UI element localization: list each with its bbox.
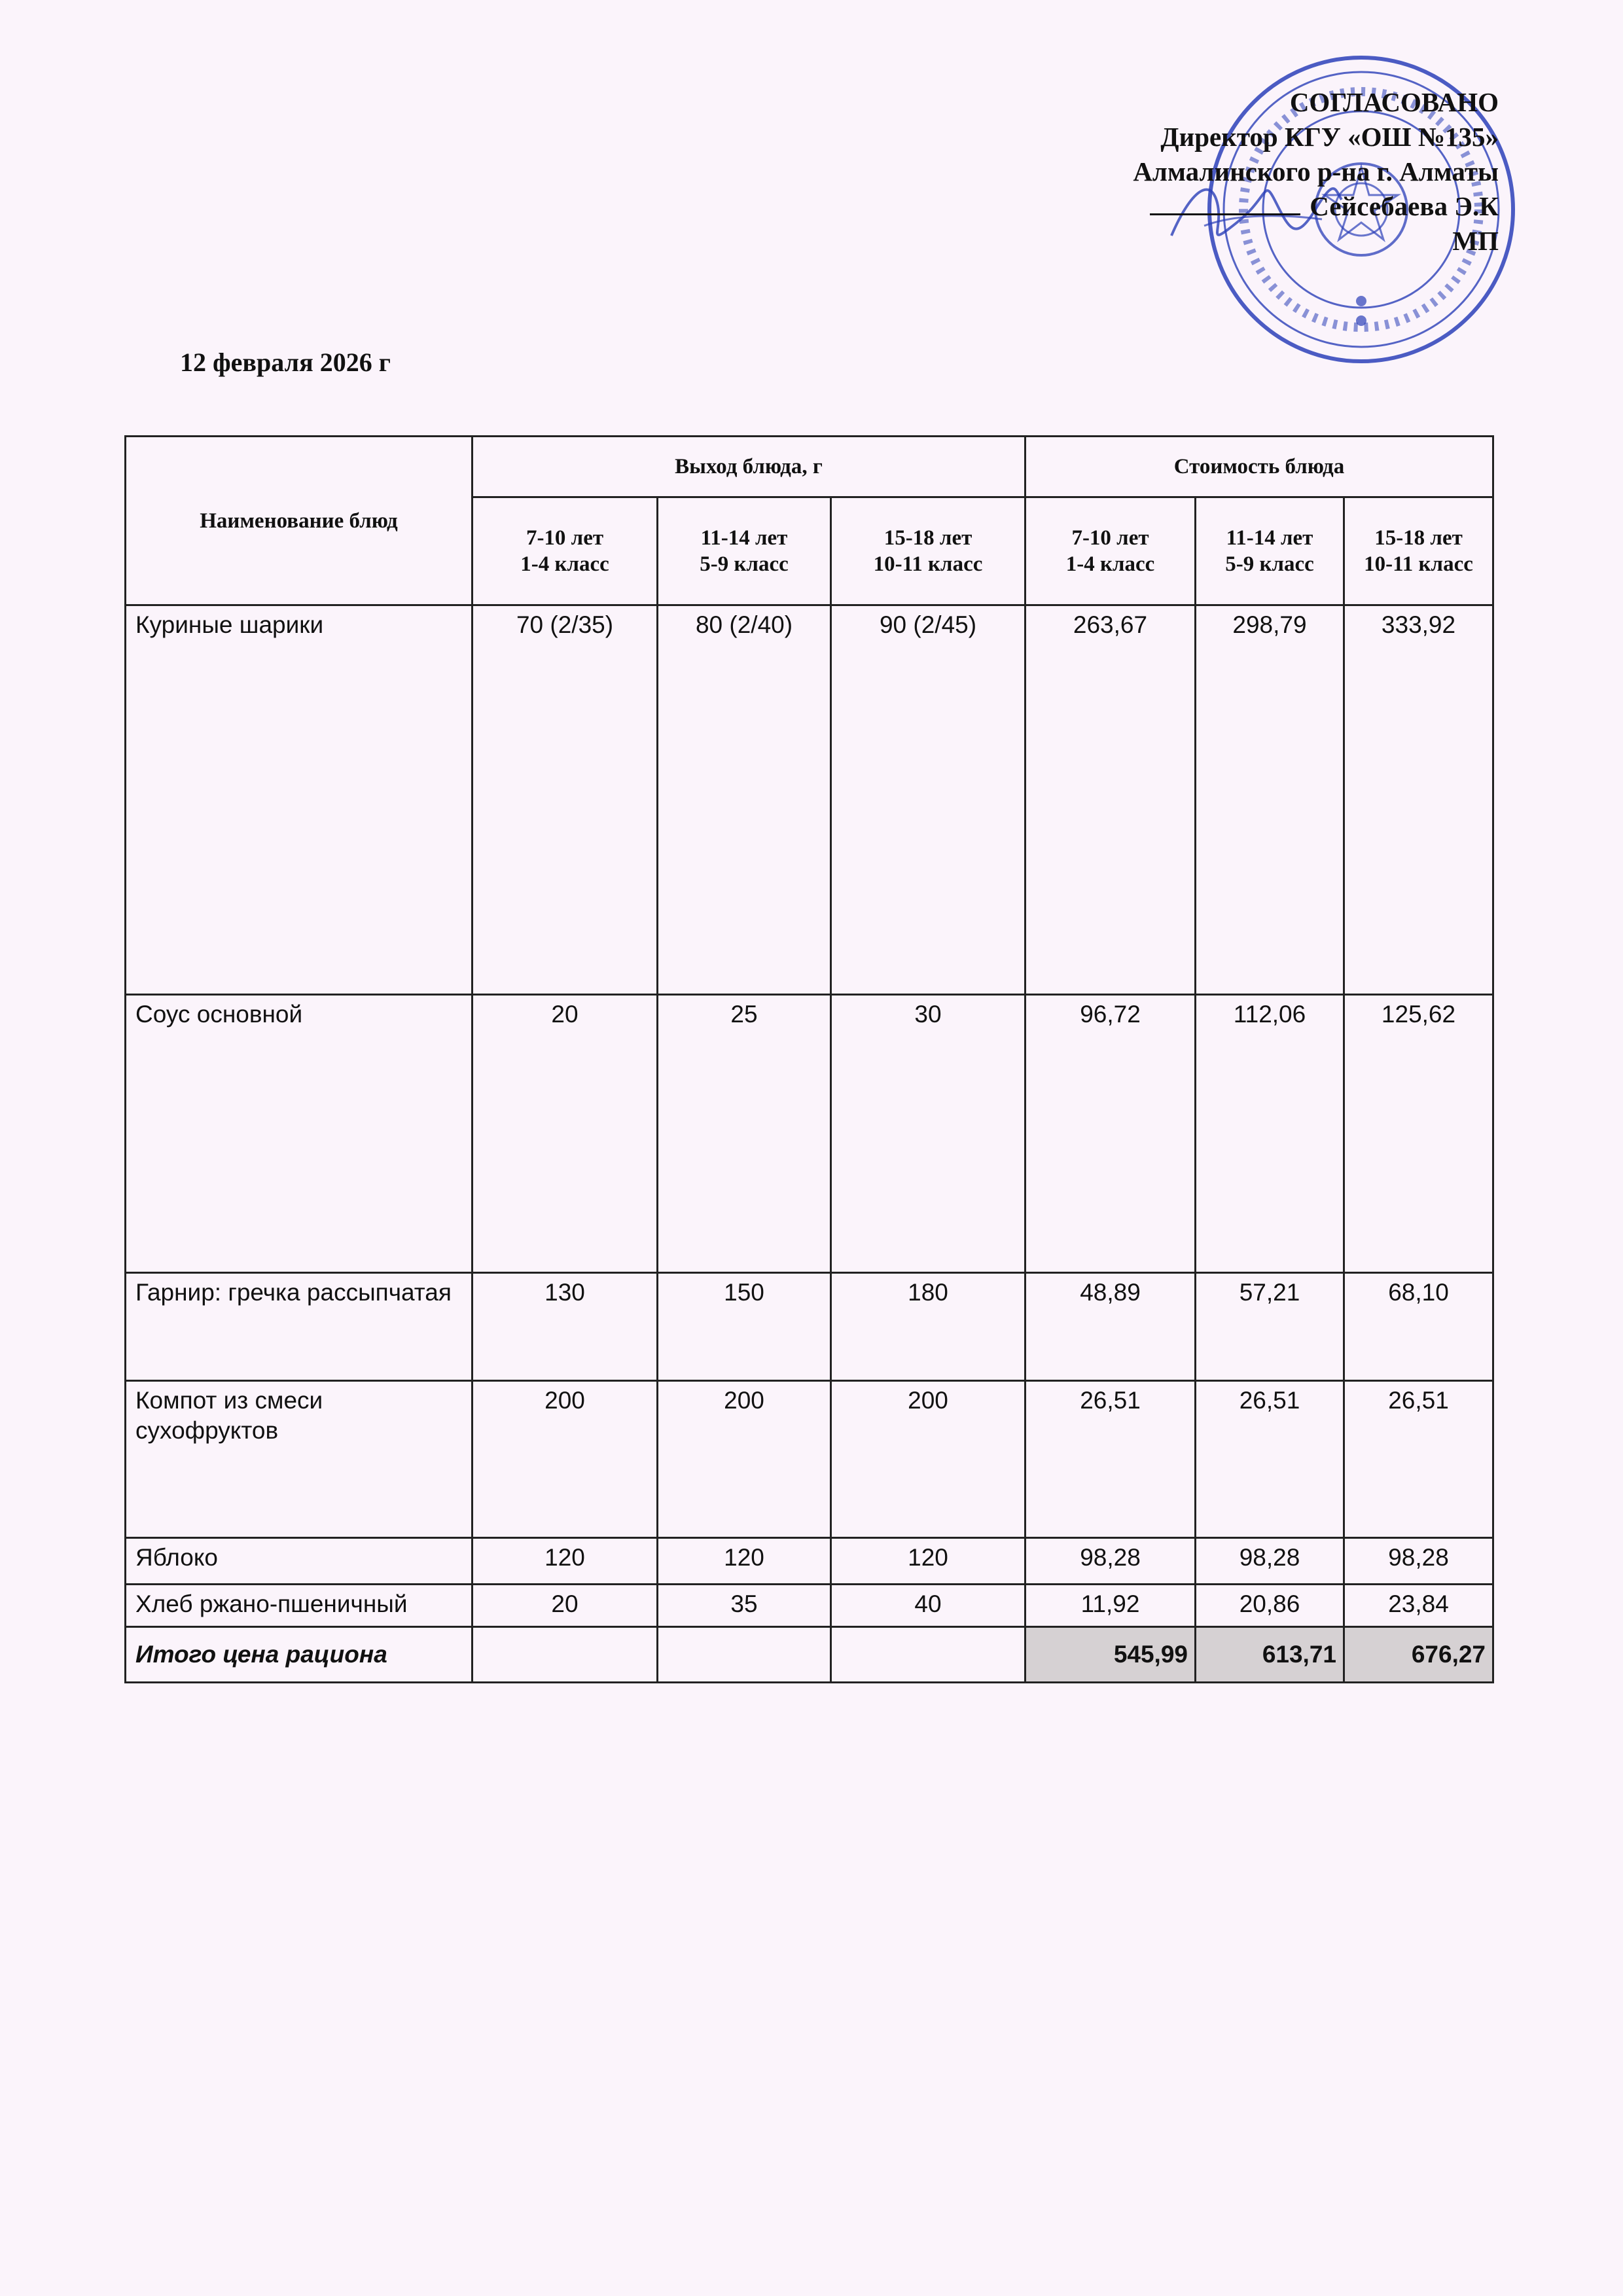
- cost-cell: 333,92: [1344, 605, 1493, 995]
- cost-cell: 26,51: [1196, 1381, 1344, 1538]
- subheader-cell: [1026, 497, 1196, 605]
- yield-cell: 70 (2/35): [473, 605, 658, 995]
- director-line: Директор КГУ «ОШ №135»: [1160, 122, 1499, 152]
- table-row: [126, 995, 1493, 1273]
- grade-label: 10-11 класс: [873, 552, 983, 576]
- yield-cell: 200: [831, 1381, 1026, 1538]
- age-label: 11-14 лет: [700, 526, 788, 550]
- subheader-cell: [658, 497, 831, 605]
- yield-cell: 180: [831, 1273, 1026, 1381]
- subheader-cell: [1196, 497, 1344, 605]
- yield-cell: 120: [658, 1538, 831, 1585]
- yield-cell: 40: [831, 1585, 1026, 1627]
- yield-cell: 25: [658, 995, 831, 1273]
- yield-cell: 130: [473, 1273, 658, 1381]
- yield-cell: 20: [473, 1585, 658, 1627]
- cost-cell: 98,28: [1344, 1538, 1493, 1585]
- grade-label: 10-11 класс: [1364, 552, 1473, 576]
- cost-cell: 263,67: [1026, 605, 1196, 995]
- table-row: [126, 1381, 1493, 1538]
- age-label: 7-10 лет: [526, 526, 604, 550]
- seal-label: МП: [1452, 226, 1499, 256]
- yield-cell: 200: [658, 1381, 831, 1538]
- cost-cell: 48,89: [1026, 1273, 1196, 1381]
- age-label: 11-14 лет: [1226, 526, 1313, 550]
- director-name: Сейсебаева Э.К: [1310, 191, 1499, 221]
- menu-table: [124, 435, 1494, 1683]
- cost-cell: 23,84: [1344, 1585, 1493, 1627]
- table-row: [126, 1273, 1493, 1381]
- grade-label: 1-4 класс: [1065, 552, 1155, 576]
- header-cost-group: Стоимость блюда: [1026, 437, 1493, 497]
- empty-cell: [658, 1627, 831, 1683]
- dish-name: Яблоко: [126, 1538, 473, 1585]
- cost-cell: 68,10: [1344, 1273, 1493, 1381]
- header-yield-group: Выход блюда, г: [473, 437, 1026, 497]
- yield-cell: 120: [473, 1538, 658, 1585]
- cost-cell: 112,06: [1196, 995, 1344, 1273]
- cost-cell: 98,28: [1026, 1538, 1196, 1585]
- total-cost-cell: 545,99: [1026, 1627, 1196, 1683]
- cost-cell: 11,92: [1026, 1585, 1196, 1627]
- document-date: 12 февраля 2026 г: [180, 348, 391, 377]
- cost-cell: 57,21: [1196, 1273, 1344, 1381]
- subheader-cell: [1344, 497, 1493, 605]
- subheader-cell: [831, 497, 1026, 605]
- yield-cell: 80 (2/40): [658, 605, 831, 995]
- age-label: 15-18 лет: [883, 526, 972, 550]
- yield-cell: 35: [658, 1585, 831, 1627]
- age-label: 7-10 лет: [1071, 526, 1149, 550]
- cost-cell: 98,28: [1196, 1538, 1344, 1585]
- dish-name: Куриные шарики: [126, 605, 473, 995]
- district-line: Алмалинского р-на г. Алматы: [1133, 156, 1499, 187]
- yield-cell: 150: [658, 1273, 831, 1381]
- yield-cell: 30: [831, 995, 1026, 1273]
- dish-name: Хлеб ржано-пшеничный: [126, 1585, 473, 1627]
- grade-label: 5-9 класс: [700, 552, 789, 576]
- grade-label: 1-4 класс: [520, 552, 609, 576]
- empty-cell: [473, 1627, 658, 1683]
- cost-cell: 26,51: [1344, 1381, 1493, 1538]
- table-row: [126, 1585, 1493, 1627]
- table-header-row: [126, 437, 1493, 497]
- subheader-cell: [473, 497, 658, 605]
- yield-cell: 90 (2/45): [831, 605, 1026, 995]
- dish-name: Соус основной: [126, 995, 473, 1273]
- total-label: Итого цена рациона: [126, 1627, 473, 1683]
- yield-cell: 120: [831, 1538, 1026, 1585]
- director-signature-line: [1133, 189, 1499, 224]
- total-cost-cell: 676,27: [1344, 1627, 1493, 1683]
- approval-title: СОГЛАСОВАНО: [1289, 87, 1499, 117]
- table-row: [126, 605, 1493, 995]
- grade-label: 5-9 класс: [1225, 552, 1314, 576]
- total-cost-cell: 613,71: [1196, 1627, 1344, 1683]
- cost-cell: 125,62: [1344, 995, 1493, 1273]
- dish-name: Компот из смеси сухофруктов: [126, 1381, 473, 1538]
- cost-cell: 20,86: [1196, 1585, 1344, 1627]
- header-dish-name: Наименование блюд: [126, 437, 473, 605]
- table-row: [126, 1538, 1493, 1585]
- signature-line: [1150, 194, 1300, 215]
- cost-cell: 96,72: [1026, 995, 1196, 1273]
- total-row: [126, 1627, 1493, 1683]
- cost-cell: 26,51: [1026, 1381, 1196, 1538]
- yield-cell: 20: [473, 995, 658, 1273]
- age-label: 15-18 лет: [1374, 526, 1463, 550]
- approval-block: [1133, 85, 1499, 259]
- dish-name: Гарнир: гречка рассыпчатая: [126, 1273, 473, 1381]
- yield-cell: 200: [473, 1381, 658, 1538]
- cost-cell: 298,79: [1196, 605, 1344, 995]
- empty-cell: [831, 1627, 1026, 1683]
